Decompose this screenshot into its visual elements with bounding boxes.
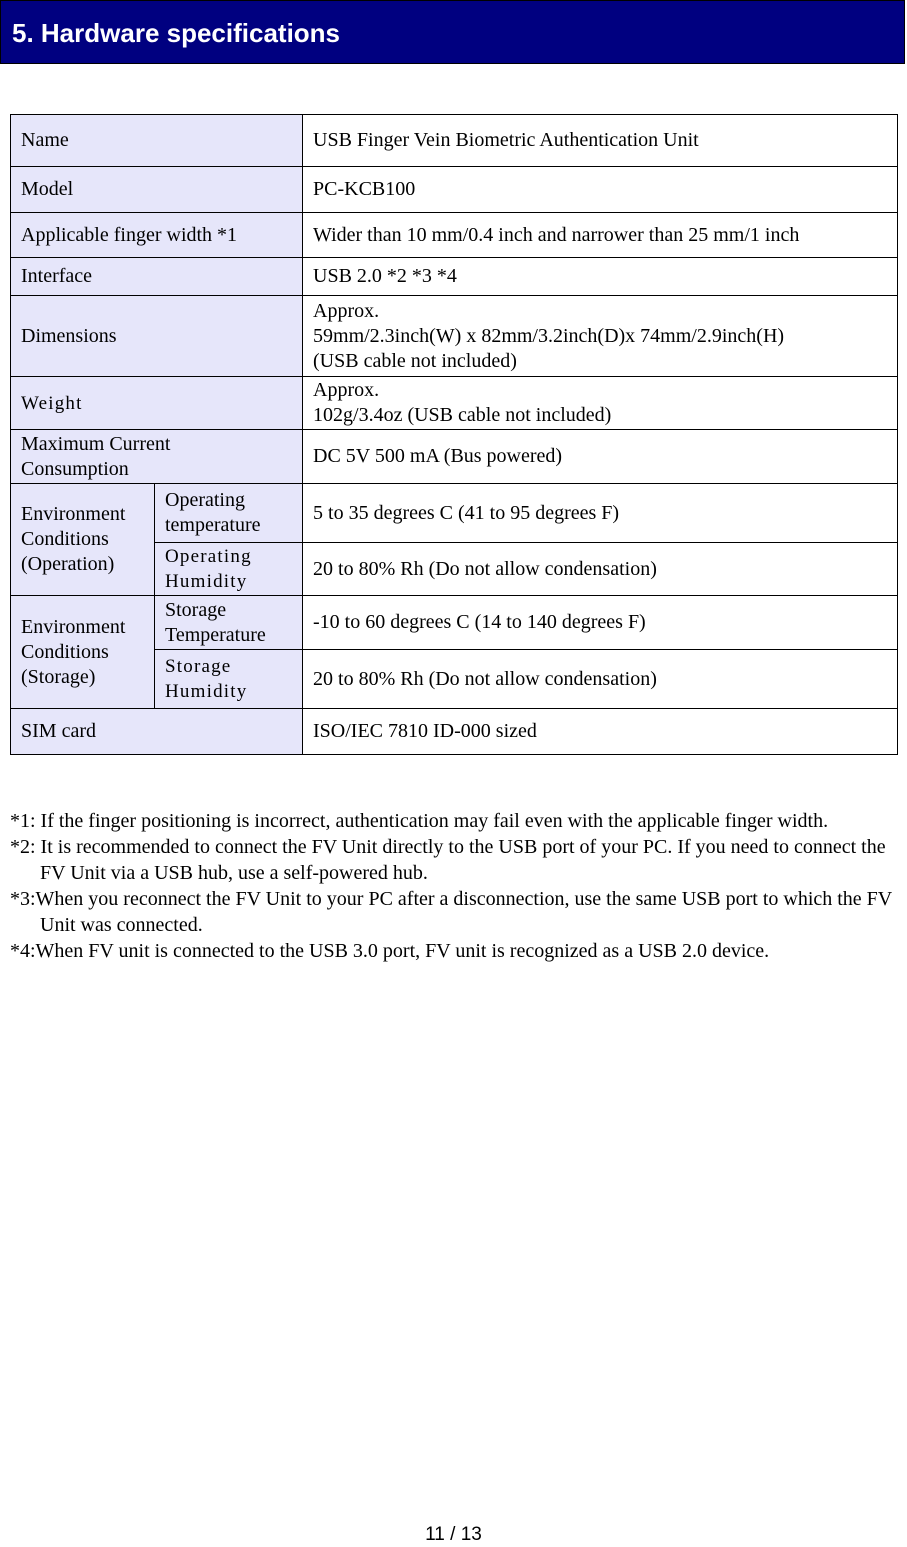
spec-label-interface: Interface — [11, 258, 303, 296]
current-label-line: Consumption — [21, 457, 129, 480]
spec-value-st-temperature: -10 to 60 degrees C (14 to 140 degrees F) — [303, 596, 898, 650]
footnote-4: *4:When FV unit is connected to the USB 3.0 port, FV unit is recognized as a USB 2.0 device. — [10, 940, 770, 962]
section-title: 5. Hardware specifications — [0, 0, 905, 64]
spec-label-model: Model — [11, 167, 303, 213]
spec-value-op-temperature: 5 to 35 degrees C (41 to 95 degrees F) — [303, 484, 898, 543]
footnote-1: *1: If the finger positioning is incorrect, authentication may fail even with the applicable finger width. — [10, 810, 829, 832]
spec-value-sim-card: ISO/IEC 7810 ID-000 sized — [303, 709, 898, 755]
footnotes — [10, 808, 900, 964]
spec-value-finger-width: Wider than 10 mm/0.4 inch and narrower than 25 mm/1 inch — [303, 213, 898, 258]
dimensions-line: Approx. — [313, 299, 380, 322]
env-op-line: Conditions — [21, 528, 109, 550]
spec-label-current — [11, 430, 303, 484]
table-row — [11, 377, 898, 430]
weight-line: 102g/3.4oz (USB cable not included) — [313, 404, 612, 426]
env-op-line: Environment — [21, 503, 126, 525]
table-row — [11, 296, 898, 377]
table-row — [11, 115, 898, 167]
table-row — [11, 430, 898, 484]
current-label-line: Maximum Current — [21, 432, 171, 455]
spec-label-st-humidity — [155, 650, 303, 709]
weight-line: Approx. — [313, 379, 380, 401]
hardware-spec-table — [10, 114, 898, 755]
page-number: 11 / 13 — [425, 1524, 482, 1545]
spec-label-weight: Weight — [11, 377, 303, 430]
st-hum-line: Humidity — [165, 681, 248, 702]
table-row — [11, 484, 898, 543]
spec-label-st-temperature — [155, 596, 303, 650]
dimensions-line: (USB cable not included) — [313, 349, 517, 372]
env-st-line: (Storage) — [21, 665, 96, 688]
spec-value-op-humidity: 20 to 80% Rh (Do not allow condensation) — [303, 543, 898, 596]
op-temp-line: temperature — [165, 514, 261, 536]
spec-value-interface: USB 2.0 *2 *3 *4 — [303, 258, 898, 296]
spec-label-op-temperature — [155, 484, 303, 543]
table-row — [11, 213, 898, 258]
spec-label-env-operation — [11, 484, 155, 596]
table-row — [11, 709, 898, 755]
env-op-line: (Operation) — [21, 553, 115, 575]
op-hum-line: Humidity — [165, 571, 248, 592]
st-hum-line: Storage — [165, 656, 232, 677]
env-st-line: Environment — [21, 615, 126, 638]
spec-value-weight — [303, 377, 898, 430]
table-row — [11, 258, 898, 296]
op-hum-line: Operating — [165, 546, 252, 567]
spec-label-dimensions: Dimensions — [11, 296, 303, 377]
spec-label-name: Name — [11, 115, 303, 167]
spec-value-st-humidity: 20 to 80% Rh (Do not allow condensation) — [303, 650, 898, 709]
table-row — [11, 167, 898, 213]
spec-label-finger-width: Applicable finger width *1 — [11, 213, 303, 258]
env-st-line: Conditions — [21, 640, 109, 663]
spec-value-name: USB Finger Vein Biometric Authentication Unit — [303, 115, 898, 167]
spec-value-dimensions — [303, 296, 898, 377]
table-row — [11, 596, 898, 650]
spec-value-model: PC-KCB100 — [303, 167, 898, 213]
spec-label-op-humidity — [155, 543, 303, 596]
footnote-2: *2: It is recommended to connect the FV Unit directly to the USB port of your PC. If you need to connect the FV Unit via a USB hub, use a self-powered hub. — [10, 836, 886, 884]
spec-value-current: DC 5V 500 mA (Bus powered) — [303, 430, 898, 484]
st-temp-line: Storage — [165, 598, 227, 621]
footnote-3: *3:When you reconnect the FV Unit to your PC after a disconnection, use the same USB port to which the FV Unit was connected. — [10, 888, 892, 936]
st-temp-line: Temperature — [165, 623, 266, 646]
spec-label-env-storage — [11, 596, 155, 709]
op-temp-line: Operating — [165, 489, 245, 511]
dimensions-line: 59mm/2.3inch(W) x 82mm/3.2inch(D)x 74mm/2.9inch(H) — [313, 324, 785, 347]
spec-label-sim-card: SIM card — [11, 709, 303, 755]
